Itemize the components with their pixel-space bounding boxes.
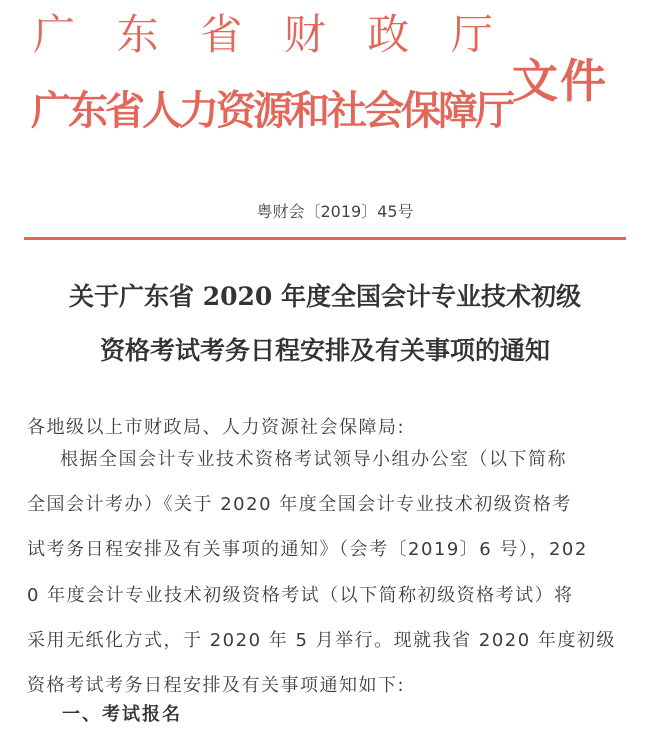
- issuer-char: 政: [367, 10, 410, 59]
- paragraph-line: 0 年度会计专业技术初级资格考试（以下简称初级资格考试）将: [27, 585, 574, 606]
- document-number: 粤财会〔2019〕45号: [256, 202, 414, 221]
- issuer-char: 厅: [450, 10, 493, 59]
- paragraph-line: 全国会计考办）《关于 2020 年度全国会计专业技术初级资格考: [27, 494, 572, 515]
- issuer-hr-department: 广东省人力资源和社会保障厅: [31, 87, 512, 134]
- document-type-label: 文件: [512, 54, 608, 108]
- issuer-char: 东: [116, 10, 159, 59]
- paragraph-line: 资格考试考务日程安排及有关事项通知如下:: [27, 675, 406, 696]
- paragraph-line: 根据全国会计专业技术资格考试领导小组办公室（以下简称: [60, 449, 567, 470]
- issuer-finance-department: [33, 10, 493, 60]
- title-line-1: 关于广东省 2020 年度全国会计专业技术初级: [69, 282, 581, 311]
- section-heading: 一、考试报名: [62, 704, 182, 725]
- issuer-char: 省: [200, 10, 243, 59]
- red-divider-rule: [24, 237, 626, 240]
- issuer-char: 广: [33, 10, 76, 59]
- addressee: 各地级以上市财政局、人力资源社会保障局:: [27, 417, 406, 438]
- issuer-char: 财: [283, 10, 326, 59]
- paragraph-line: 采用无纸化方式，于 2020 年 5 月举行。现就我省 2020 年度初级: [27, 630, 616, 651]
- title-line-2: 资格考试考务日程安排及有关事项的通知: [99, 336, 550, 365]
- paragraph-line: 试考务日程安排及有关事项的通知》（会考〔2019〕6 号），202: [27, 539, 588, 560]
